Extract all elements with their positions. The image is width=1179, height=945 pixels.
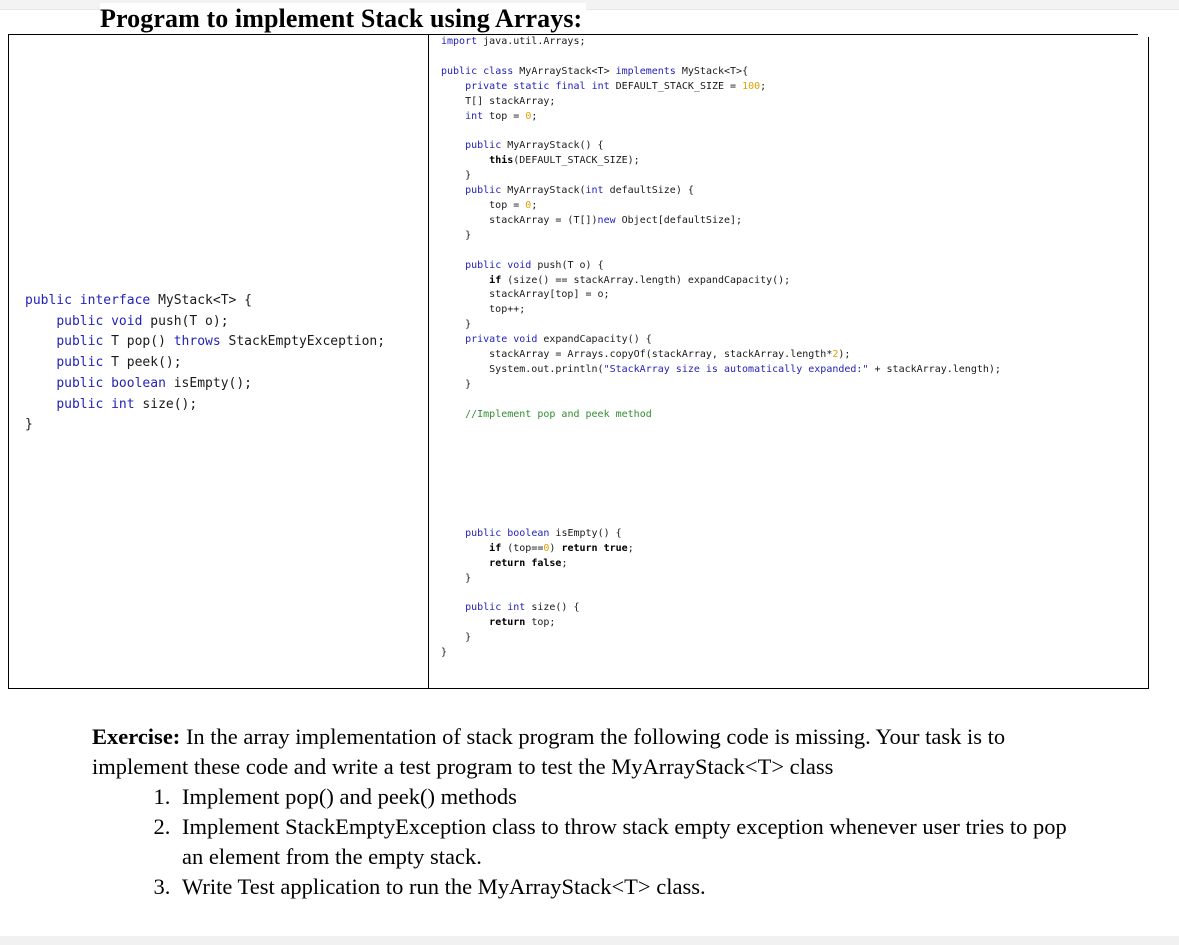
- column-divider: [428, 35, 429, 688]
- bottom-band: [0, 936, 1179, 945]
- exercise-label: Exercise:: [92, 724, 181, 749]
- class-code-line: }: [441, 170, 472, 182]
- border-gap: [1138, 33, 1150, 37]
- class-code-line: [441, 452, 1001, 467]
- exercise-paragraph: [92, 722, 1092, 782]
- interface-code-line: public int size();: [56, 396, 198, 412]
- exercise-list: [92, 782, 1092, 902]
- class-code-line: [441, 437, 1001, 452]
- class-code-line: [441, 244, 1001, 259]
- class-code-line: }: [441, 229, 472, 241]
- class-code-line: T[] stackArray;: [441, 95, 556, 107]
- exercise-section: [92, 722, 1092, 902]
- class-code-line: stackArray = (T[])new Object[defaultSize];: [441, 214, 743, 226]
- interface-code-line: }: [25, 417, 33, 433]
- class-code-line: public MyArrayStack(int defaultSize) {: [465, 185, 694, 197]
- class-code-line: if (size() == stackArray.length) expandCapacity();: [489, 274, 791, 286]
- class-code-line: public class MyArrayStack<T> implements MyStack<T>{: [441, 65, 749, 77]
- class-code-line: [441, 423, 1001, 438]
- class-code-line: return false;: [489, 557, 568, 569]
- exercise-text: In the array implementation of stack program the following code is missing. Your task is to implement these code and write a test program to test the MyArrayStack<T> class: [92, 724, 1006, 779]
- class-code-line: [441, 587, 1001, 602]
- interface-code-line: public interface MyStack<T> {: [25, 293, 252, 308]
- class-code-line: }: [441, 378, 472, 390]
- class-code-line: [441, 50, 1001, 65]
- code-table: [8, 34, 1149, 689]
- class-code-line: [441, 467, 1001, 482]
- class-code-line: //Implement pop and peek method: [465, 408, 652, 420]
- exercise-item: 1. Implement pop() and peek() methods: [176, 782, 1092, 812]
- class-code-line: [441, 482, 1001, 497]
- class-code-line: [441, 124, 1001, 139]
- class-code-line: }: [441, 632, 472, 644]
- class-code-line: [441, 512, 1001, 527]
- class-code-line: stackArray[top] = o;: [441, 289, 610, 301]
- class-code-line: this(DEFAULT_STACK_SIZE);: [489, 155, 640, 167]
- class-code-block: [441, 35, 1001, 661]
- class-code-line: }: [441, 647, 448, 659]
- class-code-line: [441, 497, 1001, 512]
- interface-code-line: public void push(T o);: [56, 313, 229, 329]
- class-code-line: top = 0;: [441, 199, 538, 211]
- exercise-item: 2. Implement StackEmptyException class to throw stack empty exception whenever user tries to pop an element from the empty stack.: [176, 812, 1092, 872]
- interface-code-line: public T pop() throws StackEmptyException;: [56, 334, 386, 350]
- class-code-line: private static final int DEFAULT_STACK_SIZE = 100;: [465, 80, 767, 92]
- class-code-line: if (top==0) return true;: [489, 542, 634, 554]
- interface-code-block: [25, 291, 385, 436]
- exercise-item: 3. Write Test application to run the MyArrayStack<T> class.: [176, 872, 1092, 902]
- interface-code-line: public boolean isEmpty();: [56, 375, 252, 391]
- class-code-line: stackArray = Arrays.copyOf(stackArray, stackArray.length*2);: [441, 349, 851, 361]
- class-code-line: import java.util.Arrays;: [441, 36, 586, 47]
- class-code-line: private void expandCapacity() {: [465, 334, 652, 346]
- class-code-line: public void push(T o) {: [465, 259, 604, 271]
- class-code-line: }: [441, 319, 472, 331]
- class-code-line: public boolean isEmpty() {: [465, 527, 622, 539]
- class-code-line: System.out.println("StackArray size is automatically expanded:" + stackArray.length);: [441, 363, 1001, 375]
- class-code-line: }: [441, 572, 472, 584]
- interface-code-line: public T peek();: [56, 355, 182, 371]
- class-code-line: int top = 0;: [465, 110, 538, 122]
- class-code-line: public MyArrayStack() {: [465, 140, 604, 152]
- class-code-line: [441, 393, 1001, 408]
- class-code-line: return top;: [489, 617, 556, 629]
- class-code-line: top++;: [441, 304, 526, 316]
- page-title: Program to implement Stack using Arrays:: [100, 3, 586, 35]
- class-code-line: public int size() {: [465, 602, 580, 614]
